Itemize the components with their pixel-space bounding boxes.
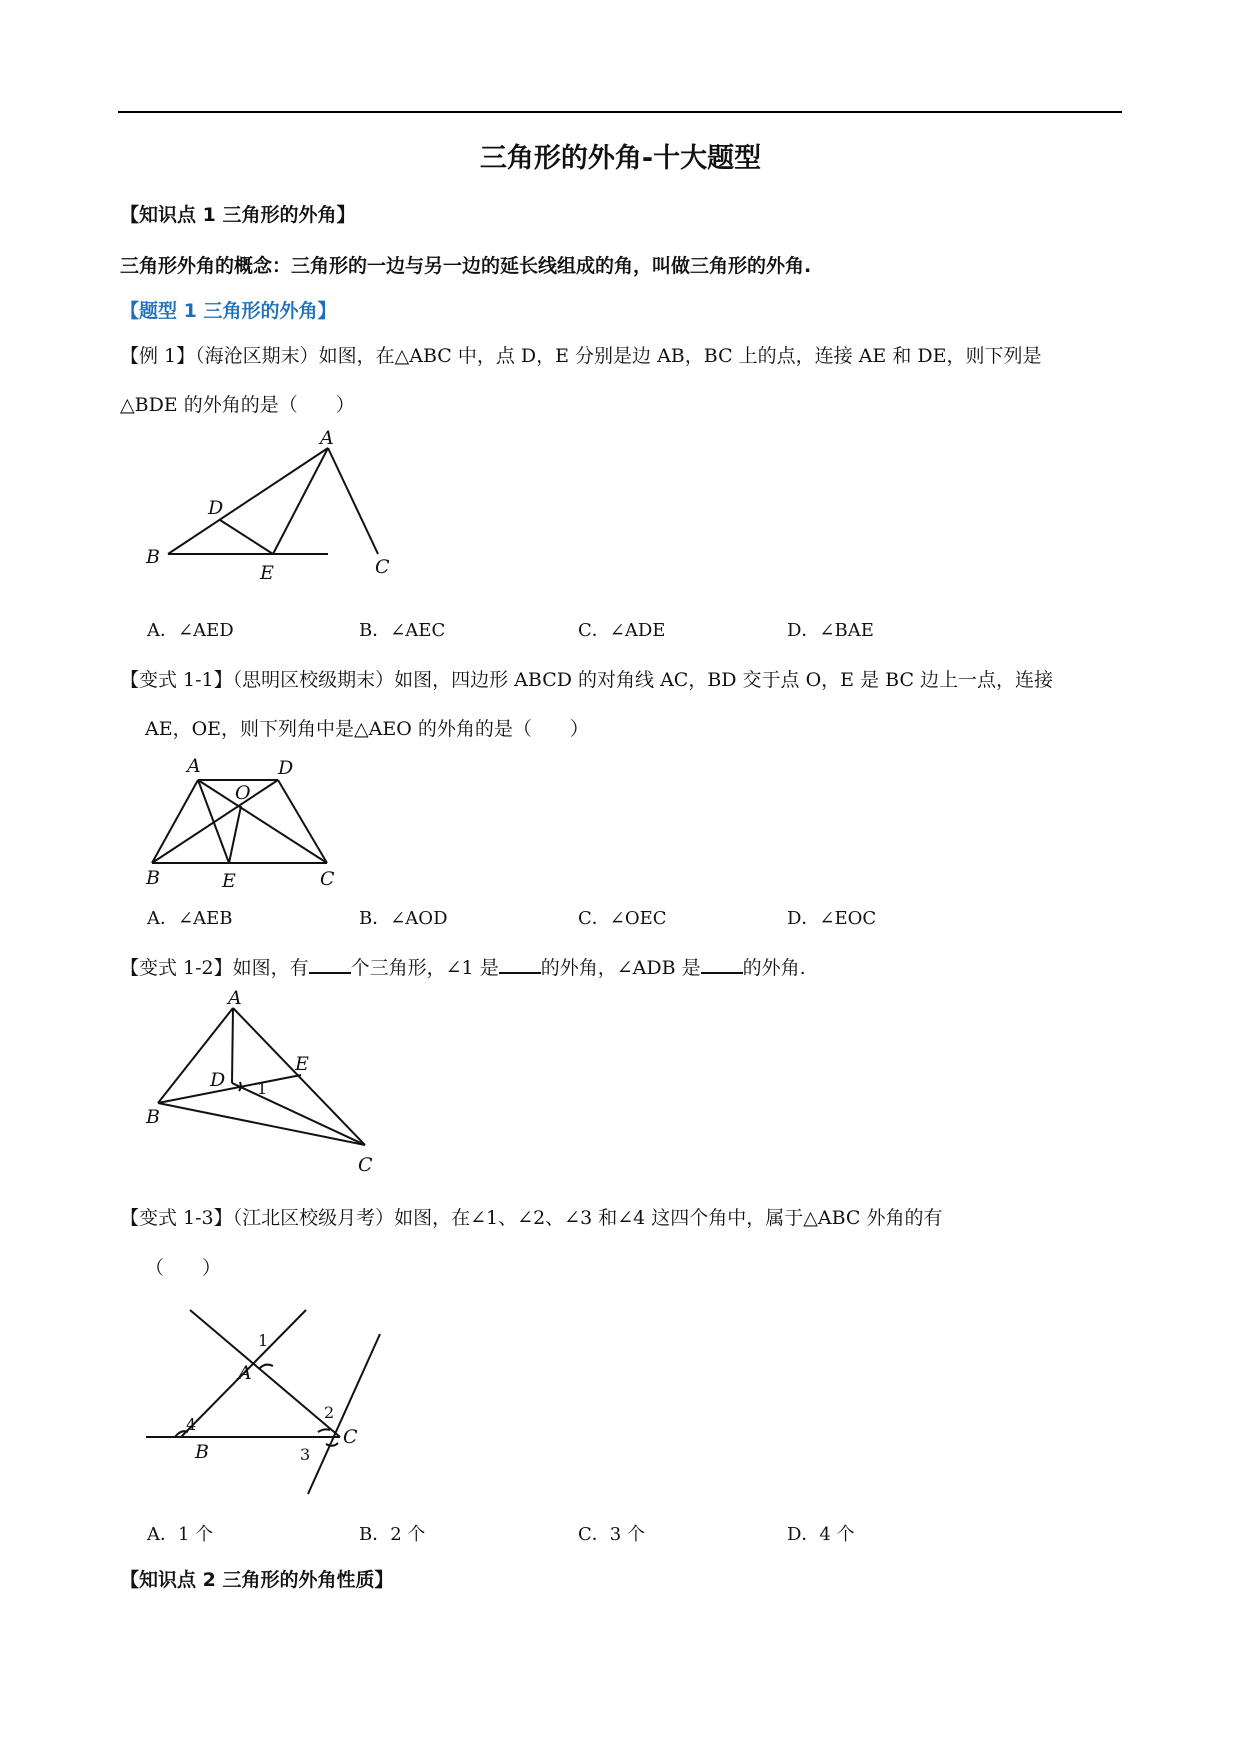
knowledge-point-2-heading: 【知识点 2 三角形的外角性质】	[120, 1569, 394, 1591]
variant-1-1-text-line1: 【变式 1-1】（思明区校级期末）如图，四边形 ABCD 的对角线 AC，BD 交于点 O，E 是 BC 边上一点，连接	[120, 669, 1054, 691]
variant-1-2-text	[120, 954, 806, 981]
variant-1-1-option-a[interactable]: A．∠AEB	[147, 908, 233, 929]
variant-1-1-text-line2: AE，OE，则下列角中是△AEO 的外角的是（ ）	[145, 718, 589, 740]
header-rule	[118, 111, 1122, 113]
example-1-option-c[interactable]: C．∠ADE	[578, 620, 666, 641]
example-1-figure	[140, 427, 410, 590]
answer-blank-3[interactable]	[701, 954, 743, 974]
angle-1-label: 1	[257, 1079, 268, 1098]
label-c: C	[320, 868, 335, 890]
example-1-option-d[interactable]: D．∠BAE	[787, 620, 874, 641]
example-1-text-line1: 【例 1】（海沧区期末）如图，在△ABC 中，点 D，E 分别是边 AB，BC 上的点，连接 AE 和 DE，则下列是	[120, 345, 1042, 367]
variant-1-3-option-c[interactable]: C．3 个	[578, 1524, 645, 1545]
variant-1-1-option-c[interactable]: C．∠OEC	[578, 908, 667, 929]
variant-1-3-option-b[interactable]: B．2 个	[359, 1524, 426, 1545]
label-a: A	[238, 1362, 252, 1384]
label-o: O	[235, 782, 251, 804]
label-b: B	[195, 1441, 209, 1463]
angle-4-label: 4	[186, 1415, 197, 1434]
variant-1-2-text-part2: 个三角形，∠1 是	[350, 957, 499, 979]
variant-1-3-text-line1: 【变式 1-3】（江北区校级月考）如图，在∠1、∠2、∠3 和∠4 这四个角中，属于△ABC 外角的有	[120, 1207, 943, 1229]
variant-1-1-option-d[interactable]: D．∠EOC	[787, 908, 877, 929]
label-c: C	[343, 1426, 358, 1448]
exterior-angle-concept: 三角形外角的概念：三角形的一边与另一边的延长线组成的角，叫做三角形的外角.	[120, 255, 812, 277]
label-e: E	[260, 562, 274, 584]
variant-1-2-text-part4: 的外角.	[742, 957, 806, 979]
label-c: C	[375, 556, 390, 578]
variant-1-3-option-a[interactable]: A．1 个	[147, 1524, 214, 1545]
variant-1-2-figure	[140, 987, 400, 1180]
angle-1-label: 1	[258, 1331, 269, 1350]
answer-blank-2[interactable]	[499, 954, 541, 974]
label-b: B	[146, 867, 160, 889]
label-e: E	[295, 1053, 309, 1075]
label-e: E	[222, 870, 236, 892]
variant-1-2-text-part1: 【变式 1-2】如图，有	[120, 957, 309, 979]
label-c: C	[358, 1154, 373, 1176]
example-1-option-a[interactable]: A．∠AED	[147, 620, 234, 641]
variant-1-1-figure	[140, 750, 360, 890]
example-1-text-line2: △BDE 的外角的是（ ）	[120, 394, 355, 416]
variant-1-1-option-b[interactable]: B．∠AOD	[359, 908, 448, 929]
variant-1-3-option-d[interactable]: D．4 个	[787, 1524, 855, 1545]
page-title: 三角形的外角-十大题型	[479, 143, 762, 174]
angle-3-label: 3	[300, 1445, 311, 1464]
label-b: B	[146, 546, 160, 568]
variant-1-3-text-line2: （ ）	[145, 1257, 222, 1279]
label-a: A	[187, 755, 201, 777]
label-d: D	[210, 1069, 226, 1091]
label-a: A	[320, 427, 334, 449]
label-a: A	[228, 987, 242, 1009]
variant-1-2-text-part3: 的外角，∠ADB 是	[540, 957, 701, 979]
variant-1-3-figure	[140, 1290, 420, 1510]
question-type-1-heading: 【题型 1 三角形的外角】	[120, 300, 337, 322]
angle-2-label: 2	[324, 1403, 335, 1422]
example-1-option-b[interactable]: B．∠AEC	[359, 620, 446, 641]
knowledge-point-1-heading: 【知识点 1 三角形的外角】	[120, 204, 356, 226]
answer-blank-1[interactable]	[309, 954, 351, 974]
label-d: D	[278, 757, 294, 779]
label-b: B	[146, 1106, 160, 1128]
label-d: D	[208, 497, 224, 519]
